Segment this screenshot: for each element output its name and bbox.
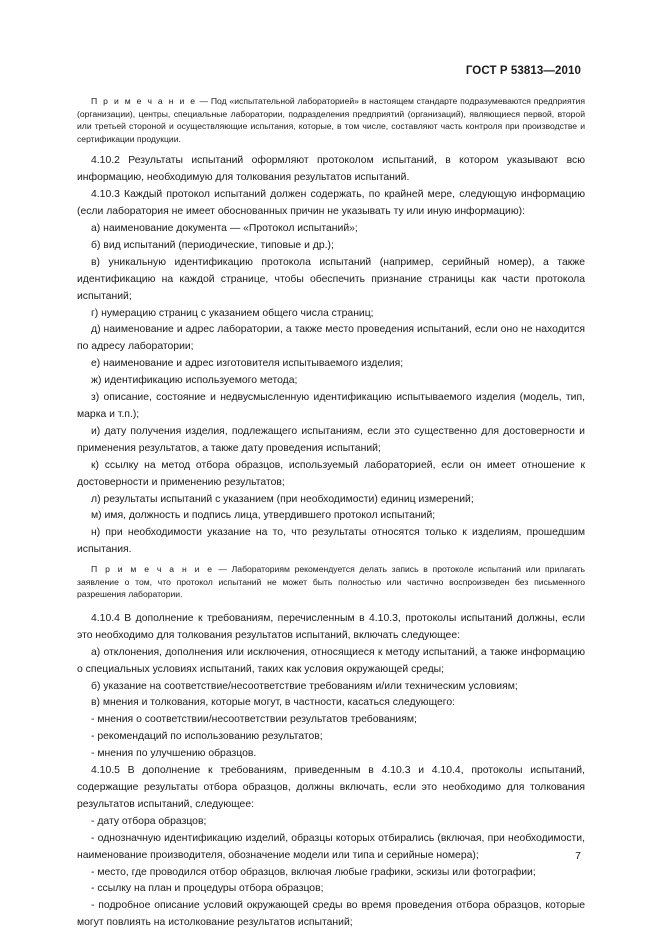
list-item: а) отклонения, дополнения или исключения, относящиеся к методу испытаний, а также информацию о специальных условиях испытаний, таких как условия окружающей среды; bbox=[77, 646, 585, 675]
list-item: м) имя, должность и подпись лица, утвердившего протокол испытаний; bbox=[91, 510, 436, 522]
clause-4-10-3: 4.10.3 Каждый протокол испытаний должен содержать, по крайней мере, следующую информацию (если лаборатория не имеет обоснованных причин не указывать ту или иную информацию): bbox=[77, 189, 585, 218]
note-protocol-reproduction bbox=[77, 563, 585, 601]
page-body bbox=[77, 95, 585, 932]
list-item: ж) идентификацию используемого метода; bbox=[91, 375, 298, 387]
clause-4-10-2: 4.10.2 Результаты испытаний оформляют протоколом испытаний, в котором указывают всю информацию, необходимую для толкования результатов испытаний. bbox=[77, 155, 585, 184]
list-item: л) результаты испытаний с указанием (при необходимости) единиц измерений; bbox=[91, 493, 474, 505]
list-item: а) наименование документа — «Протокол испытаний»; bbox=[91, 223, 358, 234]
list-item: г) нумерацию страниц с указанием общего числа страниц; bbox=[91, 307, 374, 319]
note-lab-definition bbox=[77, 95, 585, 145]
list-item: н) при необходимости указание на то, что результаты относятся только к изделиям, прошедшим испытания. bbox=[77, 527, 585, 556]
note-text: — Под «испытательной лабораторией» в настоящем стандарте подразумеваются предприятия (организации), центры, специальные лаборатории, подразделения предприятий (организаций), являющиеся первой, второй или третьей стороной и осуществляющие испытания, которые, в том числе, составляют часть контроля при производстве и сертификации продукции. bbox=[77, 96, 586, 144]
list-item: - дату отбора образцов; bbox=[91, 815, 207, 827]
list-item: б) вид испытаний (периодические, типовые и др.); bbox=[91, 239, 334, 251]
document-code: ГОСТ Р 53813—2010 bbox=[465, 65, 581, 77]
list-item: б) указание на соответствие/несоответствие требованиям и/или техническим условиям; bbox=[91, 680, 518, 692]
note-label: П р и м е ч а н и е bbox=[91, 96, 197, 106]
list-item: - место, где проводился отбор образцов, включая любые графики, эскизы или фотографии; bbox=[91, 866, 536, 878]
list-item: д) наименование и адрес лаборатории, а также место проведения испытаний, если оно не находится по адресу лаборатории; bbox=[77, 324, 585, 353]
note-label: П р и м е ч а н и е bbox=[91, 564, 214, 575]
clause-4-10-5: 4.10.5 В дополнение к требованиям, приведенным в 4.10.3 и 4.10.4, протоколы испытаний, содержащие результаты отбора образцов, должны включать, если это необходимо для толкования результатов испытаний, следующее: bbox=[77, 765, 585, 810]
list-item: е) наименование и адрес изготовителя испытываемого изделия; bbox=[91, 358, 404, 370]
list-item: - ссылку на план и процедуры отбора образцов; bbox=[91, 883, 324, 895]
list-item: и) дату получения изделия, подлежащего испытаниям, если это существенно для достоверности и применения результатов, а также дату проведения испытаний; bbox=[77, 425, 585, 454]
list-item: к) ссылку на метод отбора образцов, используемый лабораторией, если он имеет отношение к достоверности и применению результатов; bbox=[77, 459, 585, 488]
list-item: - подробное описание условий окружающей среды во время проведения отбора образцов, которые могут повлиять на истолкование результатов испытаний; bbox=[77, 900, 585, 929]
clause-4-10-4: 4.10.4 В дополнение к требованиям, перечисленным в 4.10.3, протоколы испытаний должны, если это необходимо для толкования результатов испытаний, включать следующее: bbox=[77, 612, 585, 641]
note-text: — Лабораториям рекомендуется делать запись в протоколе испытаний или прилагать заявление о том, что протокол испытаний не может быть полностью или частично воспроизведен без письменного разрешения лаборатории. bbox=[77, 564, 585, 600]
list-item: в) уникальную идентификацию протокола испытаний (например, серийный номер), а также идентификацию на каждой странице, чтобы обеспечить признание страницы как части протокола испытаний; bbox=[77, 256, 585, 302]
list-item: - мнения по улучшению образцов. bbox=[91, 748, 257, 760]
list-item: - мнения о соответствии/несоответствии результатов требованиям; bbox=[91, 714, 417, 726]
list-item: з) описание, состояние и недвусмысленную идентификацию испытываемого изделия (модель, тип, марка и т.п.); bbox=[77, 392, 585, 420]
list-item: в) мнения и толкования, которые могут, в частности, касаться следующего: bbox=[91, 697, 456, 709]
list-item: - рекомендаций по использованию результатов; bbox=[91, 731, 323, 743]
list-item: - однозначную идентификацию изделий, образцы которых отбирались (включая, при необходимости, наименование производителя, обозначение модели или типа и серийные номера); bbox=[77, 832, 585, 861]
page-number: 7 bbox=[575, 850, 581, 862]
